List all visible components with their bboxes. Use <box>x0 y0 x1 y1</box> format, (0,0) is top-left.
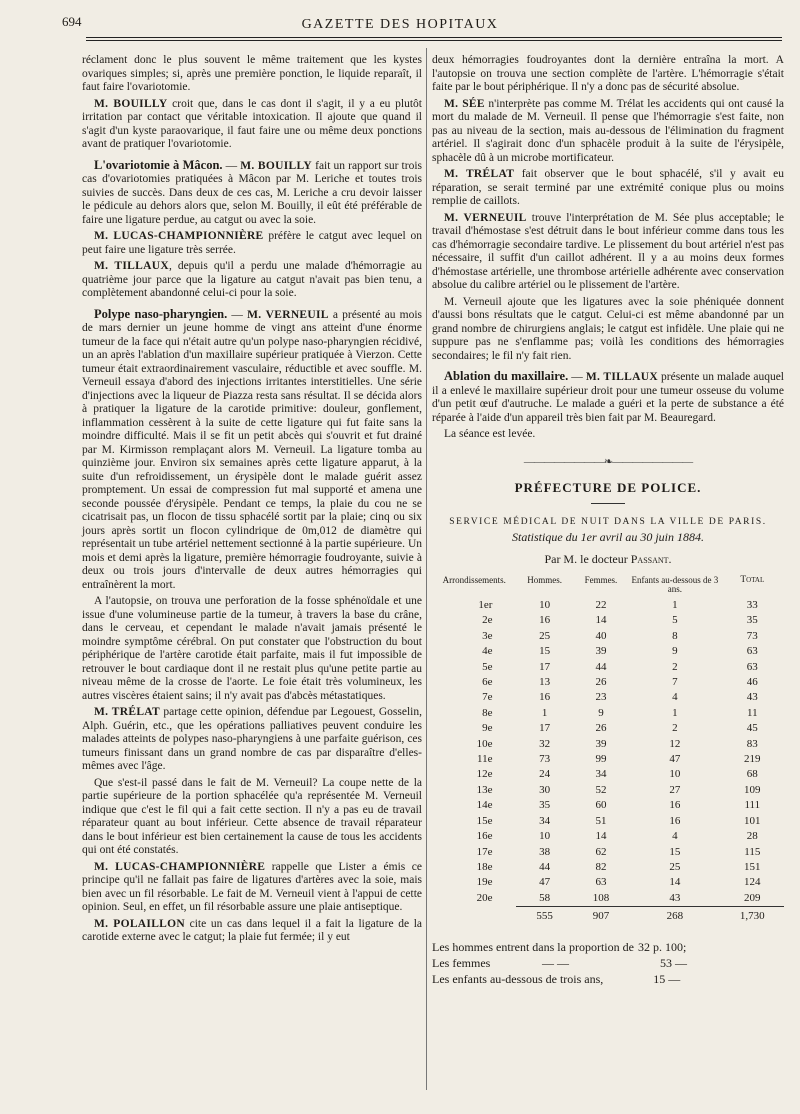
table-row <box>432 798 784 813</box>
table-cell: 1 <box>672 706 678 719</box>
table-cell: 111 <box>744 799 761 812</box>
table-cell: 73 <box>539 753 551 766</box>
table-cell: 12 <box>669 737 681 750</box>
table-cell: 60 <box>595 799 607 812</box>
paragraph <box>432 428 784 442</box>
table-cell: 22 <box>595 599 607 611</box>
table-cell: 108 <box>592 891 610 904</box>
proportion-row <box>432 939 784 955</box>
table-total-row <box>432 907 784 925</box>
speaker-name: M. LUCAS-CHAMPIONNIÈRE <box>94 860 266 873</box>
table-cell: 8 <box>672 629 678 642</box>
speaker-name: M. LUCAS-CHAMPIONNIÈRE <box>94 230 264 242</box>
table-total-cell: 907 <box>573 907 629 925</box>
author-name: Passant. <box>630 551 672 566</box>
paragraph <box>432 212 784 293</box>
table-cell: 58 <box>539 891 551 904</box>
paragraph-text: n'interprète pas comme M. Trélat les accidents qui ont causé la mort du malade de M. Verneuil. Il pense que l'hémorragie s'est faite, non pas au niveau de la section, mais au-dessous de l'élimination du fragment artériel. Il s'agirait donc d'un sphacèle produit à la suite de l'érysipèle, sphacèle dû à un microbe mortificateur. <box>432 97 784 164</box>
speaker-name: M. VERNEUIL <box>444 211 527 224</box>
table-cell: 23 <box>595 691 607 704</box>
paragraph-text: réclament donc le plus souvent le même traitement que les kystes ovariques simples; si, après une première ponction, le liquide reparaît, il faut faire l'ovariotomie. <box>82 54 422 93</box>
speaker-name: M. TILLAUX <box>94 260 169 272</box>
speaker-name: M. TRÉLAT <box>94 706 161 718</box>
table-cell: 34 <box>595 768 607 781</box>
table-cell: 51 <box>595 814 607 827</box>
table-cell: 14 <box>669 876 681 889</box>
proportion-ditto: — — <box>542 955 569 970</box>
proportion-label: Les hommes entrent dans la proportion de <box>432 939 634 954</box>
table-row <box>432 875 784 890</box>
table-cell: 25 <box>669 860 681 873</box>
speaker-name: M. TILLAUX <box>585 371 658 383</box>
paragraph-text: cite un cas dans lequel il a fait la ligature de la carotide externe avec le catgut; la plaie fut fermée; il y eut <box>82 917 422 943</box>
table-cell: 39 <box>595 645 607 658</box>
table-cell: 13e <box>476 783 493 796</box>
table-cell: 15e <box>476 814 493 827</box>
table-row <box>432 845 784 860</box>
table-cell: 44 <box>539 860 551 873</box>
table-cell: 83 <box>746 737 758 750</box>
header-arrondissements: Arrondissements. <box>442 575 506 585</box>
table-cell: 62 <box>595 845 607 858</box>
paragraph-text: trouve l'interprétation de M. Sée plus acceptable; le travail d'hémostase s'est détruit dans le bout inférieur comme dans tous les cas d'hémorragie secondaire tardive. Le plissement du bout artériel n'est pas nécessaire, il suffit d'un caillot adhérent. Il y a au moins deux formes d'hémostase artérielle, une thrombose artérielle adhérente avec conservation absolue du calibre artériel ou le plissement de l'artère. <box>432 211 784 291</box>
paragraph <box>82 98 422 152</box>
table-cell: 13 <box>539 676 551 689</box>
left-column <box>82 54 422 948</box>
table-cell: 151 <box>744 860 761 873</box>
table-row <box>432 891 784 907</box>
table-cell: 7e <box>482 691 493 704</box>
paragraph <box>82 861 422 915</box>
table-cell: 43 <box>669 891 681 904</box>
table-cell: 40 <box>595 629 607 642</box>
table-cell: 15 <box>539 645 551 658</box>
paragraph <box>432 168 784 209</box>
paragraph-text: A l'autopsie, on trouva une perforation de la fosse sphénoïdale et une issue d'une volumineuse partie de la tumeur, à travers la base du crâne, dans le cerveau, et cependant le malade n'avait jamais présenté le moindre symptôme cérébral. On put constater que l'obstruction du bout périphérique de l'artère carotide était parfaite, mais il fut impossible de retrouver le bout cardiaque dont il ne restait plus qu'une petite partie au niveau même de la crosse de l'aorte. Le foie était très volumineux, les autres viscères étaient sains; il n'y avait pas d'abcès métastatiques. <box>82 595 422 702</box>
paragraph <box>82 595 422 703</box>
paragraph-text: croit que, dans le cas dont il s'agit, il y a eu plutôt irritation par contact que véritable intoxication. Il ajoute que quand il s'agit d'un kyste paraovarique, il faut faire une ou même deux ponctions avant de pratiquer l'ovariotomie. <box>82 97 422 150</box>
table-row <box>432 690 784 705</box>
table-cell: 35 <box>746 614 758 627</box>
paragraph-text: Que s'est-il passé dans le fait de M. Verneuil? La coupe nette de la partie supérieure de la portion sphacélée qu'a représentée M. Verneuil indique que c'est le fil qui a fait cette section. Il n'y a pas eu de travail réparateur quant au bout inférieur. Cette absence de travail réparateur dans le bout inférieur est bien certainement la cause de tous les accidents qui ont été constatés. <box>82 776 422 856</box>
table-cell: 52 <box>595 783 607 796</box>
table-cell: 1er <box>478 599 493 611</box>
paragraph-text: deux hémorragies foudroyantes dont la dernière entraîna la mort. A l'autopsie on trouva une section complète de l'artère. L'hémorragie s'était faite par le bout périphérique. Il n'y a donc pas de sécurité absolue. <box>432 54 784 93</box>
table-cell: 44 <box>595 660 607 673</box>
section-heading: L'ovariotomie à Mâcon. <box>94 157 223 172</box>
section-heading: Ablation du maxillaire. <box>444 369 569 383</box>
table-cell: 5 <box>672 614 678 627</box>
paragraph-text: a présenté au mois de mars dernier un jeune homme de vingt ans atteint d'une énorme tumeur de la face qui n'était autre qu'un polype naso-pharyngien récidivé, un an après l'ablation d'un maxillaire supérieur pratiquée à Vierzon. Cette tumeur était extraordinairement vasculaire, réductible et avec souffle. M. Verneuil essaya d'abord des injections irritantes interstitielles. Une série d'injections avec la liqueur de Piazza resta sans résultat. Il se décida alors à pratiquer la ligature de la carotide primitive: douleur, gonflement, inflammation cessèrent à la suite de cette ligature qui fut faite sans la moindre difficulté. Mais il se fit un petit abcès qui s'ouvrit et fut drainé par M. Kirmisson remplaçant alors M. Verneuil. La ligature tomba au quinzième jour. Environ six semaines après cette ligature apparut, à la suite d'un refroidissement, un érysipèle dont le malade guérit assez promptement. Un essai de compression fut mal supporté et amena une seconde poussée d'érysipèle. Pendant ce temps, la plaie du cou ne se cicatrisait pas, un flocon de tissu sphacélé sortit par la plaie; cinq ou six jours après sortit un flocon cylindrique de 0m,012 de diamètre qui représentait un tube artériel nettement sectionné à la partie supérieure. Un mois et demi après la ligature, première hémorragie foudroyante, suivie à deux ou trois jours d'intervalle de deux autres hémorragies qui entraînèrent la mort. <box>82 308 423 591</box>
paragraph <box>432 98 784 166</box>
table-total-cell: 1,730 <box>721 907 784 925</box>
paragraph-text: partage cette opinion, défendue par Legouest, Gosselin, Alph. Guérin, etc., que les opérations palliatives peuvent conduire les malades atteints de polypes naso-pharyngiens à une parfaite guérison, ces tumeurs finissant dans un grand nombre de cas par disparaître d'elles-mêmes avec l'âge. <box>82 706 422 772</box>
table-row <box>432 737 784 752</box>
header-femmes: Femmes. <box>584 575 618 585</box>
table-row <box>432 629 784 644</box>
running-head: GAZETTE DES HOPITAUX <box>301 17 499 32</box>
paragraph-text: — <box>568 371 586 383</box>
table-cell: 28 <box>746 830 758 843</box>
table-cell: 219 <box>744 753 761 766</box>
table-cell: 24 <box>539 768 551 781</box>
table-cell: 16 <box>669 799 681 812</box>
table-cell: 33 <box>746 599 758 611</box>
page-number: 694 <box>62 14 82 29</box>
author-line <box>432 553 784 567</box>
table-row <box>432 783 784 798</box>
paragraph-text: M. Verneuil ajoute que les ligatures avec la soie phéniquée donnent d'aussi bons résultats que le catgut. Celui-ci est même abandonné par un grand nombre de chirurgiens anglais; le catgut est infidèle. Une plaie qui ne suppure pas ne s'enflamme pas; voilà les conditions des hémorragies secondaires; le fil n'y fait rien. <box>432 295 784 362</box>
header-hommes: Hommes. <box>527 575 562 585</box>
table-cell: 10 <box>539 599 551 611</box>
paragraph-text: préfère le catgut avec lequel on peut faire une ligature très serrée. <box>82 230 422 256</box>
paragraph-text: présente un malade auquel il a enlevé le maxillaire supérieur droit pour une tumeur osseuse du volume d'un petit œuf d'autruche. Le malade a guéri et la perte de substance a été réparée à l'aide d'un appareil très bien fait par M. Beauregard. <box>432 371 785 424</box>
proportion-label: Les femmes <box>432 955 491 970</box>
table-cell: 4 <box>672 691 678 704</box>
table-cell: 35 <box>539 799 551 812</box>
table-cell: 63 <box>746 660 758 673</box>
paragraph <box>82 706 422 774</box>
service-line: SERVICE MÉDICAL DE NUIT DANS LA VILLE DE PARIS. <box>449 516 767 527</box>
table-row <box>432 613 784 628</box>
table-cell: 8e <box>482 706 493 719</box>
table-cell: 10e <box>476 737 493 750</box>
table-cell: 6e <box>482 676 493 689</box>
table-cell: 1 <box>541 706 548 719</box>
table-cell: 63 <box>746 645 758 658</box>
paragraph-text: fait observer que le bout sphacélé, s'il y avait eu réparation, se serait terminé par une extrémité conique plus ou moins remplie de caillots. <box>432 168 784 207</box>
paragraph-text: fait un rapport sur trois cas d'ovariotomies pratiquées à Mâcon par M. Leriche et toutes trois suivies de succès. Dans deux de ces cas, M. Leriche a cru devoir laisser le pédicule au dehors alors que, selon M. Bouilly, il eût été préférable de faire une ligature perdue, au catgut ou avec la soie. <box>82 159 423 226</box>
paragraph <box>82 260 422 301</box>
table-cell: 14 <box>595 830 607 843</box>
table-cell: 99 <box>595 753 607 766</box>
table-cell: 16 <box>669 814 681 827</box>
proportion-value: 15 — <box>653 971 681 986</box>
proportion-value: 53 — <box>660 955 687 970</box>
table-cell: 82 <box>595 860 607 873</box>
table-cell: 124 <box>744 876 761 889</box>
table-cell: 46 <box>746 676 758 689</box>
table-cell: 20e <box>476 891 493 904</box>
table-row <box>432 675 784 690</box>
table-row <box>432 767 784 782</box>
table-cell: 39 <box>595 737 607 750</box>
table-cell: 16e <box>476 830 493 843</box>
paragraph <box>82 159 422 228</box>
table-total-cell: 268 <box>629 907 721 925</box>
table-cell: 38 <box>539 845 551 858</box>
table-cell: 68 <box>746 768 758 781</box>
table-cell: 5e <box>482 660 493 673</box>
table-cell: 26 <box>595 676 607 689</box>
table-cell: 14e <box>476 799 493 812</box>
proportion-ditto <box>603 971 653 987</box>
table-cell: 34 <box>539 814 551 827</box>
paragraph <box>82 308 422 593</box>
table-row <box>432 752 784 767</box>
paragraph <box>432 54 784 95</box>
table-cell: 15 <box>669 845 681 858</box>
table-row <box>432 644 784 659</box>
table-row <box>432 706 784 721</box>
table-row <box>432 660 784 675</box>
table-cell: 9e <box>482 722 493 735</box>
table-cell: 32 <box>539 737 551 750</box>
table-cell: 45 <box>746 722 758 735</box>
header-total: Total <box>740 575 765 585</box>
table-cell: 4e <box>482 645 493 658</box>
paragraph-text: rappelle que Lister a émis ce principe qu'il ne fallait pas faire de ligatures d'artères avec la soie, mais bien avec un fil résorbable. Le fait de M. Verneuil vient à l'appui de cette opinion. Seul, en effet, un fil résorbable assure une plaie antiseptique. <box>82 860 422 913</box>
paragraph-text: La séance est levée. <box>444 428 536 440</box>
table-cell: 27 <box>669 783 681 796</box>
speaker-name: M. VERNEUIL <box>247 308 329 321</box>
table-cell: 16 <box>539 614 551 627</box>
paragraph-text: — <box>222 159 241 172</box>
section-heading: Polype naso-pharyngien. <box>94 306 228 321</box>
table-cell: 11e <box>476 753 493 766</box>
statistic-line: Statistique du 1er avril au 30 juin 1884. <box>512 530 704 544</box>
header-enfants: Enfants au-dessous de 3 ans. <box>631 575 719 594</box>
speaker-name: M. SÉE <box>444 97 485 110</box>
statistics-table <box>432 576 784 925</box>
table-cell: 10 <box>669 768 681 781</box>
paragraph <box>432 296 784 364</box>
table-row <box>432 829 784 844</box>
proportions <box>432 939 784 987</box>
header-rule <box>86 37 782 41</box>
table-row <box>432 598 784 613</box>
table-cell: 17 <box>539 660 551 673</box>
table-cell: 16 <box>539 691 551 704</box>
table-cell: 2e <box>482 614 493 627</box>
table-row <box>432 860 784 875</box>
table-cell: 11 <box>747 706 758 719</box>
table-cell: 9 <box>672 645 678 658</box>
paragraph <box>432 370 784 425</box>
table-cell: 4 <box>672 830 678 843</box>
table-cell: 2 <box>672 660 678 673</box>
table-cell: 26 <box>595 722 607 735</box>
paragraph-text: , depuis qu'il a perdu une malade d'hémorragie au quatrième jour parce que la ligature au catgut n'avait pas bien tenu, a complètement abandonné celui-ci pour la soie. <box>82 260 422 299</box>
speaker-name: M. POLAILLON <box>94 917 185 930</box>
paragraph-text: — <box>227 308 248 321</box>
proportion-row <box>432 971 784 987</box>
table-cell: 47 <box>539 876 551 889</box>
table-total-cell <box>432 907 516 925</box>
table-cell: 30 <box>539 783 551 796</box>
table-row <box>432 814 784 829</box>
column-divider <box>426 48 427 1090</box>
table-cell: 101 <box>744 814 761 827</box>
right-column-text <box>432 54 784 442</box>
section-separator: ————————❧———————— <box>523 455 693 468</box>
author-prefix: Par M. le docteur <box>544 551 628 566</box>
speaker-name: M. TRÉLAT <box>444 168 515 180</box>
table-cell: 2 <box>672 722 678 735</box>
table-cell: 73 <box>746 629 758 642</box>
table-cell: 17e <box>476 845 493 858</box>
paragraph <box>82 230 422 257</box>
table-total-cell: 555 <box>516 907 572 925</box>
right-column <box>432 54 784 987</box>
speaker-name: M. BOUILLY <box>94 97 168 110</box>
table-header-row <box>432 576 784 598</box>
table-row <box>432 721 784 736</box>
table-cell: 1 <box>672 599 678 611</box>
paragraph <box>82 918 422 945</box>
table-cell: 25 <box>539 629 551 642</box>
table-cell: 10 <box>539 830 551 843</box>
proportion-label: Les enfants au-dessous de trois ans, <box>432 971 604 986</box>
short-rule <box>591 503 625 504</box>
paragraph <box>82 777 422 858</box>
table-cell: 43 <box>746 691 758 704</box>
table-cell: 109 <box>744 783 761 796</box>
speaker-name: M. BOUILLY <box>240 159 313 172</box>
table-cell: 63 <box>595 876 607 889</box>
table-cell: 209 <box>744 891 761 904</box>
proportion-row <box>432 955 784 971</box>
table-cell: 12e <box>476 768 493 781</box>
table-cell: 7 <box>672 676 678 689</box>
table-cell: 14 <box>595 614 607 627</box>
table-cell: 9 <box>598 706 604 719</box>
table-cell: 18e <box>476 860 493 873</box>
table-cell: 47 <box>669 753 681 766</box>
prefecture-title: PRÉFECTURE DE POLICE. <box>514 480 702 495</box>
table-cell: 19e <box>476 876 493 889</box>
paragraph <box>82 54 422 95</box>
table-cell: 115 <box>744 845 761 858</box>
proportion-value: 32 p. 100; <box>637 939 687 954</box>
table-cell: 17 <box>539 722 551 735</box>
table-cell: 3e <box>482 629 493 642</box>
